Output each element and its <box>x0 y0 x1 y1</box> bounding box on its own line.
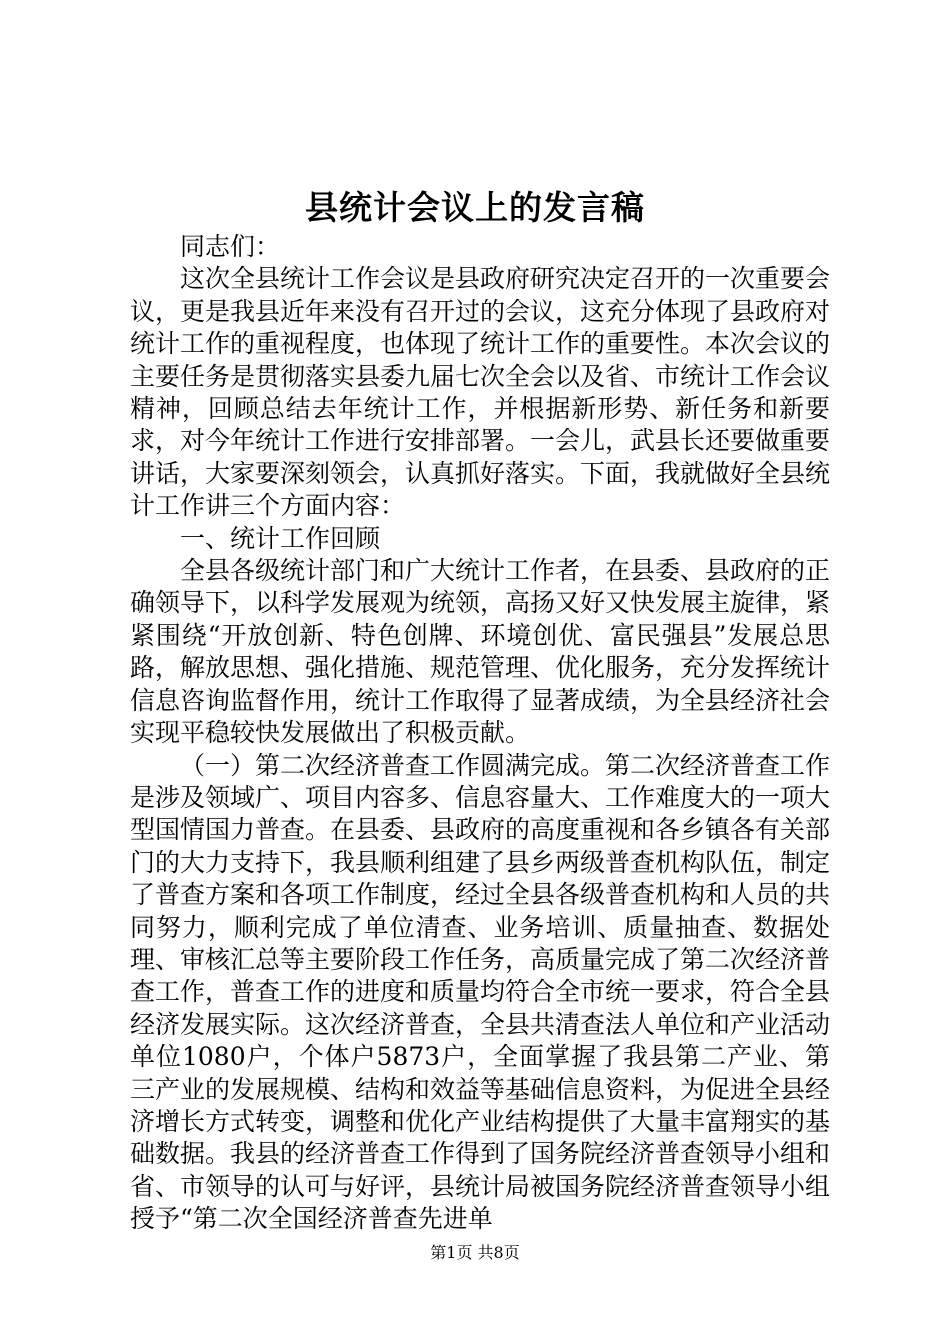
document-body <box>130 231 830 1236</box>
page-footer: 第1页 共8页 <box>430 1243 520 1262</box>
document-title: 县统计会议上的发言稿 <box>305 188 645 227</box>
review-paragraph: 全县各级统计部门和广大统计工作者，在县委、县政府的正确领导下，以科学发展观为统领，高扬又好又快发展主旋律，紧紧围绕“开放创新、特色创牌、环境创优、富民强县”发展总思路，解放思想、强化措施、规范管理、优化服务，充分发挥统计信息咨询监督作用，统计工作取得了显著成绩，为全县经济社会实现平稳较快发展做出了积极贡献。 <box>130 556 831 748</box>
census-paragraph: （一）第二次经济普查工作圆满完成。第二次经济普查工作是涉及领域广、项目内容多、信息容量大、工作难度大的一项大型国情国力普查。在县委、县政府的高度重视和各乡镇各有关部门的大力支持下，我县顺利组建了县乡两级普查机构队伍，制定了普查方案和各项工作制度，经过全县各级普查机构和人员的共同努力，顺利完成了单位清查、业务培训、质量抽查、数据处理、审核汇总等主要阶段工作任务，高质量完成了第二次经济普查工作，普查工作的进度和质量均符合全市统一要求，符合全县经济发展实际。这次经济普查，全县共清查法人单位和产业活动单位1080户，个体户5873户，全面掌握了我县第二产业、第三产业的发展规模、结构和效益等基础信息资料，为促进全县经济增长方式转变，调整和优化产业结构提供了大量丰富翔实的基础数据。我县的经济普查工作得到了国务院经济普查领导小组和省、市领导的认可与好评，县统计局被国务院经济普查领导小组授予“第二次全国经济普查先进单 <box>130 750 831 1234</box>
section-heading: 一、统计工作回顾 <box>180 523 381 553</box>
salutation-paragraph: 同志们： <box>180 232 281 261</box>
intro-paragraph: 这次全县统计工作会议是县政府研究决定召开的一次重要会议，更是我县近年来没有召开过的会议，这充分体现了县政府对统计工作的重视程度，也体现了统计工作的重要性。本次会议的主要任务是贯彻落实县委九届七次全会以及省、市统计工作会议精神，回顾总结去年统计工作，并根据新形势、新任务和新要求，对今年统计工作进行安排部署。一会儿，武县长还要做重要讲话，大家要深刻领会，认真抓好落实。下面，我就做好全县统计工作讲三个方面内容： <box>130 264 831 521</box>
